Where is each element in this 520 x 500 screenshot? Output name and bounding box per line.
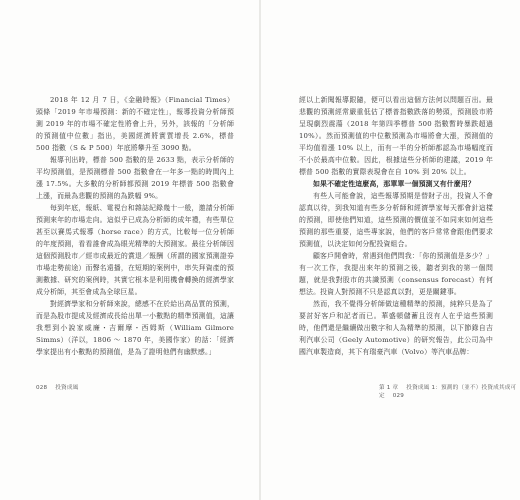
right-page xyxy=(261,0,520,500)
paragraph: 然而，我不覺得分析師做這種精準的預測，純粹只是為了要討好客戶和記者而已。華盛頓儲蓄且沒有人在乎這些預測時，他們還是繼續做出數字和人為精準的預測，以下節錄自吉利汽車公司（Geely Automotive）的研究報告，此公司為中國汽車製造商，其下有瑞豪汽車（Volvo）等汽車品牌： xyxy=(299,300,493,356)
section-question: 如果不確定性這麼高，那單單一個預測又有什麼用？ xyxy=(313,180,475,188)
paragraph: 對經濟學家和分析師來說，總感不在於給出高品質的預測，而是為股市提成及經濟成長給出單一小數點的精準預測值，這讓我想到小說家威廉・吉爾摩・西姆斯（William Gilmore Simms）（洋以，1806 ～ 1870 年，美國作家）的話：「經濟學家提出有小數點的預測值，是為了證明他們有幽默感。」 xyxy=(36,300,234,356)
paragraph: 報導刊出時，標普 500 指數的是 2633 點，表示分析師的平均預測值，是預測標普 500 指數會在一年多一點的時間內上漲 17.5%。大多數的分析師都預測 2019 年標普 500 指數會上漲，而最為悲觀的預測的為跌幅 9%。 xyxy=(36,156,234,200)
paragraph: 顧客戶開會時，常遇到他們問我：「你的預測值是多少？」有一次工作，我提出來年的預測之後，聽者到我的第一個問題，就是我對股市的共識預測（consensus forecast）有何想法。投資人對預測不只是認真以對，更是關鍵事。 xyxy=(299,252,493,296)
page-number: 028 xyxy=(36,385,48,391)
paragraph: 每到年底，報紙、電視台和雜誌紀錄幾十一般，邀請分析師預測來年的市場走向。這似乎已成為分析師的成年禮，有些單位甚至以賽馬式報導（horse race）的方式，比較每一位分析師的年度預測，看看誰會成為眼光精準的大預測家。最往分析師因這個預測股市／經市成最近的賞退／報酬（所謂的國家預測證券市場走勢前途）而聲名遠播，在短期的案例中，串失拜資產的預測數據、研究的案例時，其實它根本是利用機會轉換的經濟學家成分析師，其至會成為全球巨星。 xyxy=(36,204,234,296)
paragraph: 經以上新聞報導跟隨，便可以看出這個方法何以問題百出。最悲觀的預測經常嚴重低估了標普指數跌落的勢頭，預測股市將呈現劇烈震蕩（2018 年第四季標普 500 指數暫時暴跌超過 10%）。然而預測值的中位數預測為市場將會大漲，預測值的平均值看漲 10% 以上，而有一半的分析師都認為市場幅度而不小於最高中位數。因此，根據這些分析師的建議，2019 年標普 500 指數的實際表現會在自 10% 到 20% 以上。 xyxy=(299,96,493,176)
left-page-body xyxy=(36,94,234,358)
paragraph: 有些人可能會說，這些報導預期是替財子出，投資人不會認真以待，到我知道有些多分析師和經濟學家每天都會針這樣的預測，即使他們知道，這些預測的價值並不如同來如何這些預測的那些重要，這些專家說，他們的客戶常常會跟他們要求預測值，以決定如何分配投資組合。 xyxy=(299,192,493,248)
running-title: 投資成風 xyxy=(55,385,79,391)
chapter-number: 第 1 章 xyxy=(379,385,399,391)
right-page-body xyxy=(299,94,493,358)
left-page xyxy=(0,0,259,500)
paragraph: 2018 年 12 月 7 日，《金融時報》（Financial Times）頭條「2019 年市場預測：新的不確定性」，報導投資分析師預測 2019 年的市場不確定性將會上升，另外，該報的「分析師的預測值中位數」指出，美國經濟將實質增長 2.6%，標普 500 指數（S & P 500）年底將攀升至 3090 點。 xyxy=(36,96,234,152)
left-page-footer xyxy=(36,383,84,391)
running-title: 投資成風 1：預測的（並不）投資成其成可定 xyxy=(379,385,517,399)
page-number: 029 xyxy=(392,393,405,399)
right-page-footer xyxy=(379,383,520,399)
